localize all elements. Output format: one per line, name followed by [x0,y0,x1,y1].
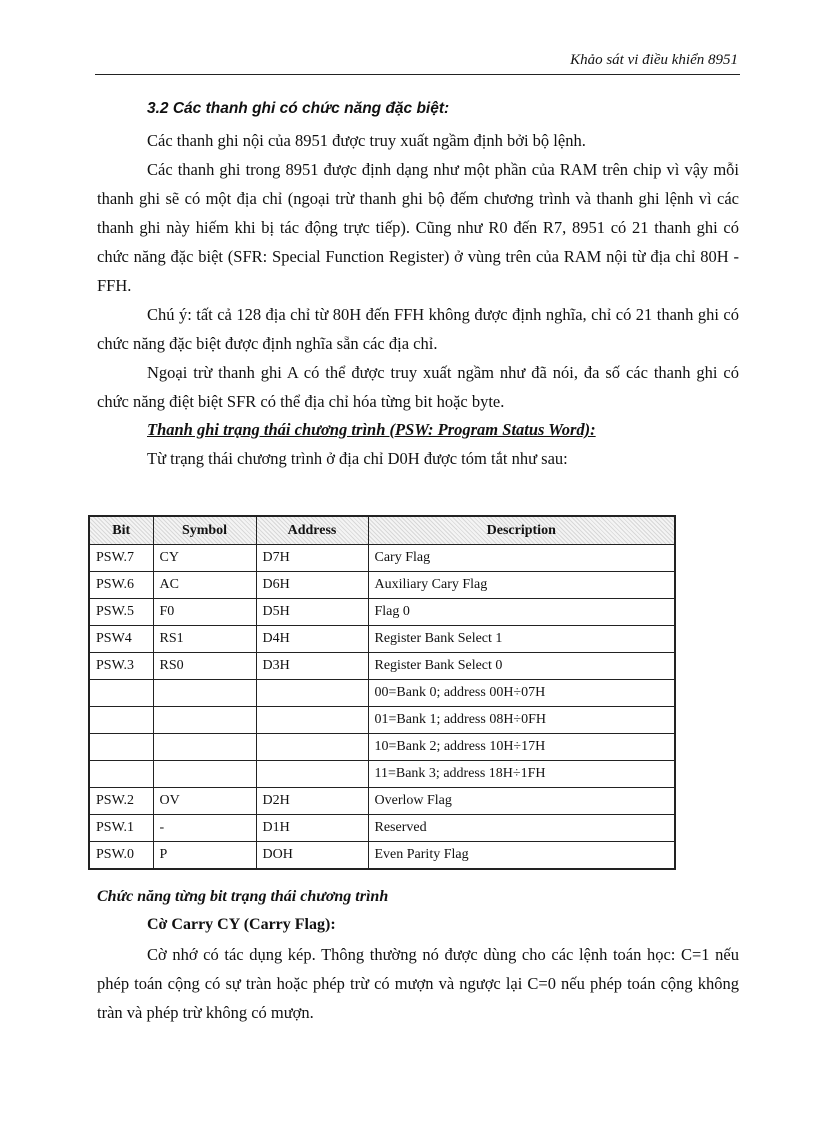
cell-description: Cary Flag [368,545,675,572]
cell-description: Auxiliary Cary Flag [368,572,675,599]
psw-title: Thanh ghi trạng thái chương trình (PSW: Program Status Word): [147,420,596,439]
paragraph: Ngoại trừ thanh ghi A có thể được truy xuất ngầm như đã nói, đa số các thanh ghi có chức năng điệt biệt SFR có thể địa chỉ hóa từng bit hoặc byte. [97,363,739,411]
cell-bit [89,761,153,788]
table-row [89,788,675,815]
cell-bit: PSW4 [89,626,153,653]
table-body [89,545,675,870]
cell-symbol [153,761,256,788]
table-row [89,572,675,599]
psw-table [88,515,676,870]
cell-symbol: RS0 [153,653,256,680]
carry-flag-text: Cờ nhớ có tác dụng kép. Thông thường nó được dùng cho các lệnh toán học: C=1 nếu phép toán cộng có sự tràn hoặc phép trừ có mượn và ngược lại C=0 nếu phép toán cộng không tràn và phép trừ không có mượn. [97,945,739,1022]
table-row [89,707,675,734]
section-content [97,96,739,473]
cell-symbol: RS1 [153,626,256,653]
header-description: Description [368,516,675,545]
header-bit: Bit [89,516,153,545]
header-symbol: Symbol [153,516,256,545]
psw-intro: Từ trạng thái chương trình ở địa chỉ D0H được tóm tắt như sau: [147,449,568,468]
cell-bit [89,707,153,734]
table-row [89,599,675,626]
table-row [89,653,675,680]
cell-bit: PSW.6 [89,572,153,599]
cell-address [256,680,368,707]
cell-bit [89,680,153,707]
table-row [89,842,675,870]
cell-symbol [153,707,256,734]
table-header-row [89,516,675,545]
table-row [89,734,675,761]
bit-functions [97,884,739,1027]
cell-description: Register Bank Select 1 [368,626,675,653]
cell-bit: PSW.1 [89,815,153,842]
cell-address: D5H [256,599,368,626]
cell-symbol [153,680,256,707]
cell-symbol [153,734,256,761]
cell-address: D4H [256,626,368,653]
table-row [89,626,675,653]
cell-description: Overlow Flag [368,788,675,815]
cell-symbol: AC [153,572,256,599]
psw-table-wrapper [88,515,676,870]
cell-description: 11=Bank 3; address 18H÷1FH [368,761,675,788]
cell-description: 00=Bank 0; address 00H÷07H [368,680,675,707]
cell-description: 01=Bank 1; address 08H÷0FH [368,707,675,734]
cell-address [256,707,368,734]
cell-bit: PSW.3 [89,653,153,680]
page-header [95,52,740,75]
cell-address: D7H [256,545,368,572]
section-heading: 3.2 Các thanh ghi có chức năng đặc biệt: [147,100,450,117]
functions-title: Chức năng từng bit trạng thái chương trình [97,888,389,905]
cell-description: Flag 0 [368,599,675,626]
table-row [89,545,675,572]
cell-bit: PSW.0 [89,842,153,870]
cell-symbol: P [153,842,256,870]
table-row [89,815,675,842]
cell-bit [89,734,153,761]
paragraph: Các thanh ghi trong 8951 được định dạng như một phần của RAM trên chip vì vậy mỗi thanh ghi sẽ có một địa chỉ (ngoại trừ thanh ghi bộ đếm chương trình và thanh ghi lệnh vì các thanh ghi này hiếm khi bị tác động trực tiếp). Cũng như R0 đến R7, 8951 có 21 thanh ghi có chức năng đặc biệt (SFR: Special Function Register) ở vùng trên của RAM nội từ địa chỉ 80H - FFH. [97,160,739,295]
cell-description: Register Bank Select 0 [368,653,675,680]
cell-description: 10=Bank 2; address 10H÷17H [368,734,675,761]
carry-flag-title: Cờ Carry CY (Carry Flag): [147,916,336,933]
table-row [89,680,675,707]
cell-address [256,734,368,761]
cell-symbol: - [153,815,256,842]
header-title: Khảo sát vi điều khiển 8951 [570,52,738,68]
cell-symbol: CY [153,545,256,572]
cell-description: Reserved [368,815,675,842]
cell-address: D3H [256,653,368,680]
cell-bit: PSW.2 [89,788,153,815]
cell-address [256,761,368,788]
cell-bit: PSW.7 [89,545,153,572]
cell-bit: PSW.5 [89,599,153,626]
cell-address: D2H [256,788,368,815]
table-row [89,761,675,788]
cell-description: Even Parity Flag [368,842,675,870]
header-address: Address [256,516,368,545]
paragraph: Chú ý: tất cả 128 địa chỉ từ 80H đến FFH không được định nghĩa, chỉ có 21 thanh ghi có chức năng đặc biệt được định nghĩa sẵn các địa chỉ. [97,305,739,353]
paragraph: Các thanh ghi nội của 8951 được truy xuất ngầm định bởi bộ lệnh. [147,131,586,150]
cell-address: DOH [256,842,368,870]
cell-symbol: F0 [153,599,256,626]
cell-symbol: OV [153,788,256,815]
cell-address: D1H [256,815,368,842]
cell-address: D6H [256,572,368,599]
